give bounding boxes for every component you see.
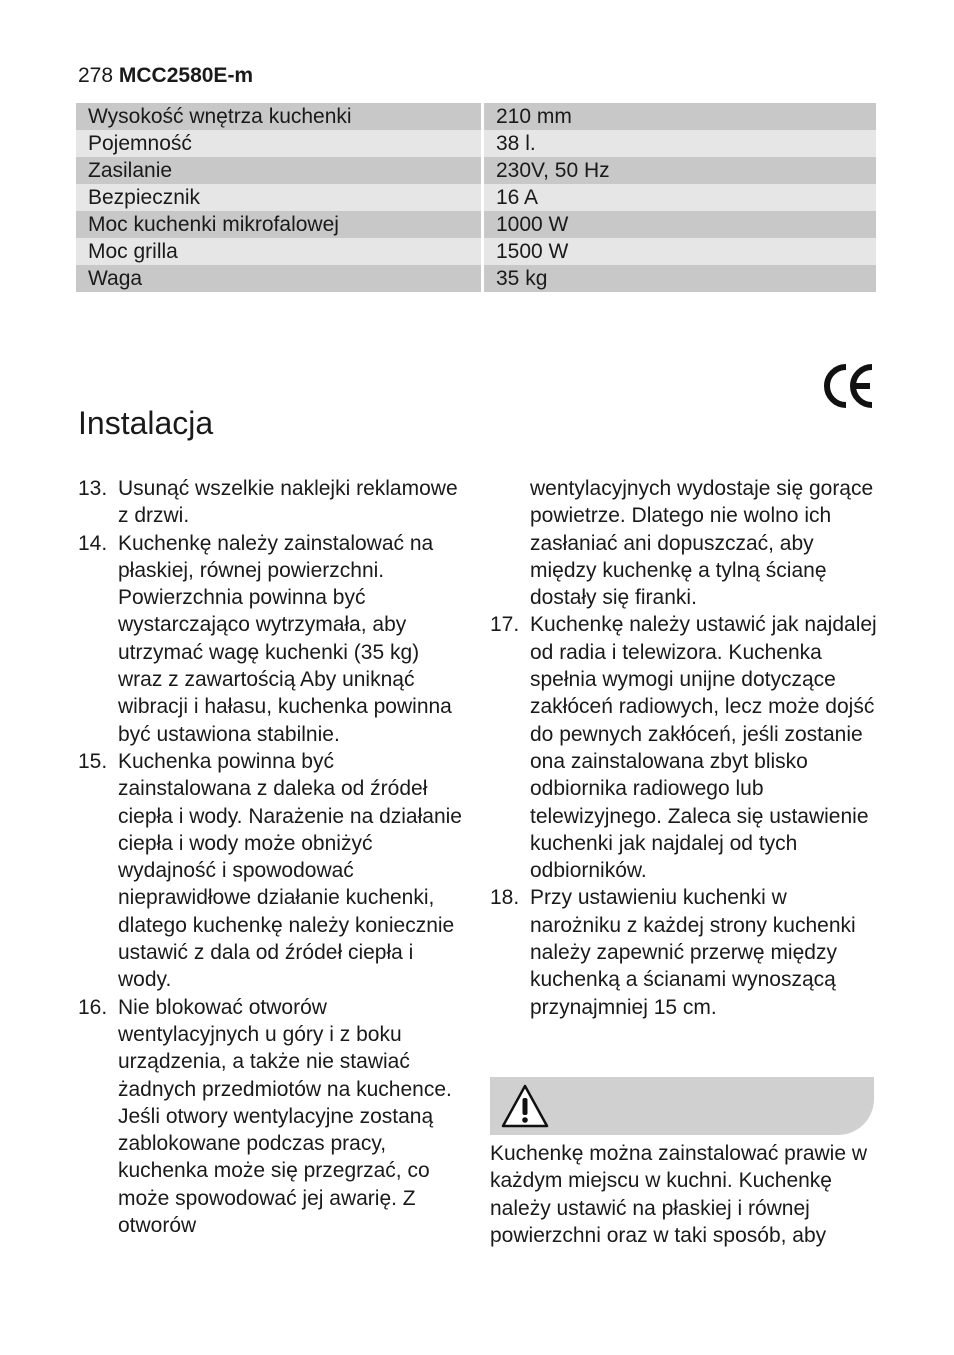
spec-label: Pojemność <box>76 130 483 157</box>
table-row <box>76 265 876 292</box>
list-item <box>78 994 468 1240</box>
table-row <box>76 157 876 184</box>
warning-banner <box>490 1077 874 1135</box>
left-column <box>78 475 468 1239</box>
list-item <box>78 530 468 748</box>
spec-value: 38 l. <box>483 130 877 157</box>
table-row <box>76 103 876 130</box>
table-row <box>76 130 876 157</box>
spec-value: 35 kg <box>483 265 877 292</box>
spec-table <box>76 103 876 292</box>
spec-value: 1500 W <box>483 238 877 265</box>
item-text: Kuchenkę należy zainstalować na płaskiej, równej powierzchni. Powierzchnia powinna być wystarczająco wytrzymała, aby utrzymać wagę kuchenki (35 kg) wraz z zawartością Aby uniknąć wibracji i hałasu, kuchenka powinna być ustawiona stabilnie. <box>118 531 452 746</box>
item-number: 17. <box>490 613 520 637</box>
item-text: Kuchenkę należy ustawić jak najdalej od radia i telewizora. Kuchenka spełnia wymogi unijne dotyczące zakłóceń radiowych, lecz może dojść do pewnych zakłóceń, jeśli zostanie ona zainstalowana zbyt blisko odbiornika radiowego lub telewizyjnego. Zaleca się ustawienie kuchenki jak najdalej od tych odbiorników. <box>530 613 877 883</box>
spec-label: Moc kuchenki mikrofalowej <box>76 211 483 238</box>
spec-value: 1000 W <box>483 211 877 238</box>
spec-label: Bezpiecznik <box>76 184 483 211</box>
item-text: Usunąć wszelkie naklejki reklamowe z drzwi. <box>118 477 458 528</box>
item-text: Kuchenka powinna być zainstalowana z daleka od źródeł ciepła i wody. Narażenie na działanie ciepła i wody może obniżyć wydajność i spowodować nieprawidłowe działanie kuchenki, dlatego kuchenkę należy koniecznie ustawić z dala od źródeł ciepła i wody. <box>118 749 462 992</box>
page-header <box>78 64 253 88</box>
item-number: 18. <box>490 886 520 910</box>
spec-label: Zasilanie <box>76 157 483 184</box>
item-text: Nie blokować otworów wentylacyjnych u góry i z boku urządzenia, a także nie stawiać żadnych przedmiotów na kuchence. Jeśli otwory wentylacyjne zostaną zablokowane podczas pracy, kuchenka może się przegrzać, co może spowodować jej awarię. Z otworów <box>118 995 452 1238</box>
spec-value: 210 mm <box>483 103 877 130</box>
item-number: 14. <box>78 531 108 555</box>
item-text: Przy ustawieniu kuchenki w narożniku z każdej strony kuchenki należy zapewnić przerwę między kuchenką a ścianami wynoszącą przynajmniej 15 cm. <box>530 886 856 1019</box>
list-item <box>78 748 468 994</box>
item-continuation: wentylacyjnych wydostaje się gorące powietrze. Dlatego nie wolno ich zasłaniać ani dopuszczać, aby między kuchenkę a tylną ścianę dostały się firanki. <box>530 477 874 610</box>
item-number: 16. <box>78 995 108 1019</box>
model-name: MCC2580E-m <box>118 64 254 87</box>
spec-label: Wysokość wnętrza kuchenki <box>76 103 483 130</box>
section-title: Instalacja <box>78 405 214 441</box>
right-column <box>490 475 882 1021</box>
table-row <box>76 211 876 238</box>
list-item <box>490 884 882 1020</box>
spec-label: Waga <box>76 265 483 292</box>
spec-value: 16 A <box>483 184 877 211</box>
table-row <box>76 184 876 211</box>
spec-label: Moc grilla <box>76 238 483 265</box>
spec-value: 230V, 50 Hz <box>483 157 877 184</box>
list-item <box>78 475 468 530</box>
table-row <box>76 238 876 265</box>
warning-text: Kuchenkę można zainstalować prawie w każdym miejscu w kuchni. Kuchenkę należy ustawić na płaskiej i równej powierzchni oraz w taki sposób, aby <box>490 1142 868 1247</box>
ce-mark-icon <box>822 361 876 411</box>
list-item <box>490 611 882 884</box>
item-number: 15. <box>78 749 108 773</box>
warning-triangle-icon <box>500 1083 550 1129</box>
page-number: 278 <box>78 64 114 87</box>
item-number: 13. <box>78 477 108 500</box>
